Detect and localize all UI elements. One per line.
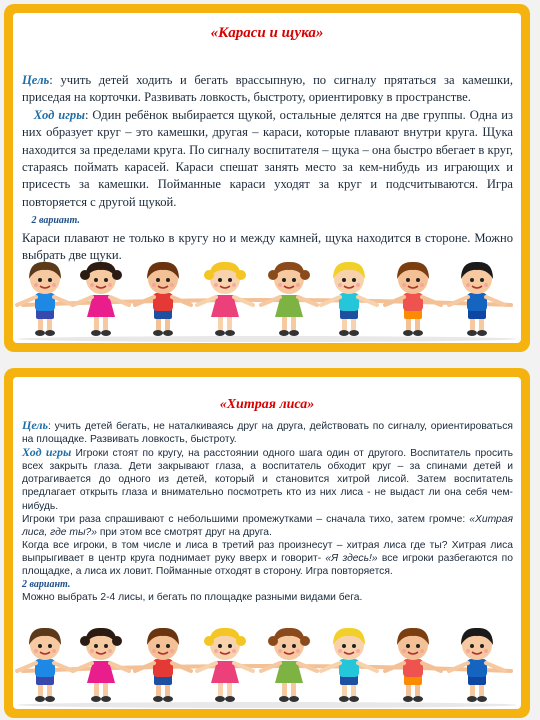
card-content <box>13 377 521 709</box>
card-body <box>22 419 513 604</box>
course-paragraph <box>22 107 513 211</box>
goal-label: Цель <box>22 418 49 432</box>
goal-paragraph <box>22 419 513 446</box>
card-content <box>13 13 521 343</box>
child-figure <box>449 262 505 336</box>
variant-label: 2 вариант. <box>22 579 71 591</box>
goal-text: : учить детей бегать, не наталкиваясь друг на друга, действовать по сигналу, ориентироваться на площадке. Развивать ловкость, быстроту. <box>22 421 513 446</box>
question-paragraph: Игроки три раза спрашивают с небольшими промежутками – сначала тихо, затем громче: «Хитрая лиса, где ты?» при этом все смотрят друг на друга. <box>22 513 513 538</box>
child-figure <box>17 628 73 702</box>
child-figure <box>449 628 505 702</box>
quote-here: «Я здесь!» <box>325 552 378 564</box>
child-figure <box>17 262 73 336</box>
variant-text: Можно выбрать 2-4 лисы, и бегать по площадке разными видами бега. <box>22 592 363 604</box>
child-figure <box>385 628 441 702</box>
goal-label: Цель <box>22 73 50 87</box>
course-paragraph <box>22 446 513 512</box>
course-label: Ход игры <box>22 445 72 460</box>
card-body <box>22 72 513 264</box>
quote-where: «Хитрая лиса, где ты?» <box>22 513 513 538</box>
goal-paragraph <box>22 72 513 107</box>
card-title: «Караси и щука» <box>210 25 324 41</box>
children-holding-hands-image <box>13 255 521 343</box>
child-figure <box>385 262 441 336</box>
course-text: Игроки стоят по кругу, на расстоянии одного шага один от другого. Воспитатель просить всех закрыть глаза. Дети закрывают глаза, а воспитатель обходит круг – за спинами детей и дотрагивается до одного из детей, который и становится хитрой лисой. Затем воспитатель предлагает открыть глаза и внимательно посмотреть кто из них лиса - не выдаст ли она себя чем-нибудь. <box>22 448 513 512</box>
course-label: Ход игры <box>33 107 85 122</box>
game-card-karasi <box>4 4 530 352</box>
variant-label: 2 вариант. <box>31 215 80 227</box>
reveal-paragraph: Когда все игроки, в том числе и лиса в третий раз произнесут – хитрая лиса где ты? Хитрая лиса выпрыгивает в центр круга поднимает руку вверх и говорит- «Я здесь!» все игроки разбегаются по площадке, а лиса их ловит. Пойманные отходят в сторону. Игра повторяется. <box>22 539 513 578</box>
variant-label-line <box>22 211 513 229</box>
goal-text: : учить детей ходить и бегать врассыпную, по сигналу прятаться за камешки, приседая на корточки. Развивать ловкость, быстроту, ориентировку в пространстве. <box>22 73 513 105</box>
children-illustration <box>13 621 521 709</box>
course-text: : Один ребёнок выбирается щукой, остальные делятся на две группы. Одна из них образует круг – это камешки, другая – караси, которые плавают внутри круга. Щука находится за пределами круга. По сигналу воспитателя – щука – она быстро вбегает в круг, стараясь поймать карасей. Караси спешат занять место за кем-нибудь из играющих и присесть за камешки. Пойманные караси уходят за круг и подсчитываются. Игра повторяется с другой щукой. <box>22 107 514 209</box>
children-illustration <box>13 255 521 343</box>
game-card-lisa <box>4 368 530 718</box>
variant-text: Караси плавают не только в кругу но и между камней, щука находится в стороне. Можно выбрать две щуки. <box>22 230 513 263</box>
card-title: «Хитрая лиса» <box>219 397 315 412</box>
children-holding-hands-image <box>13 621 521 709</box>
child-figure <box>73 262 129 336</box>
variant-label-line <box>22 578 513 591</box>
child-figure <box>73 628 129 702</box>
